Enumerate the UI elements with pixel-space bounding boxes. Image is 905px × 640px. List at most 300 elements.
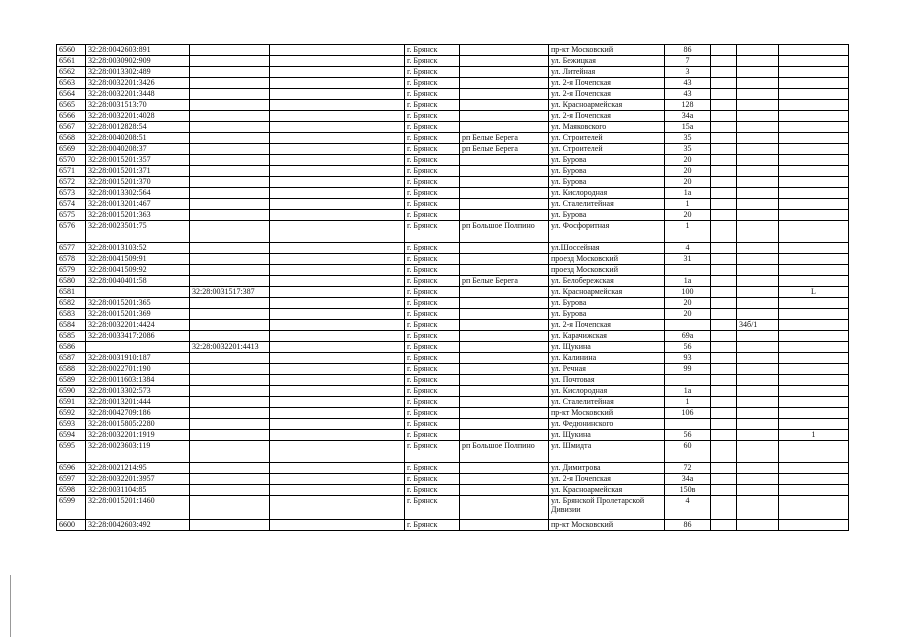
city-cell: г. Брянск [405,276,460,287]
extra-number-cell [737,287,779,298]
house-number-cell: 86 [665,520,711,531]
empty-cell [270,342,405,353]
street-cell: ул. 2-я Почепская [549,89,665,100]
mark-cell [779,364,849,375]
empty-cell [711,210,737,221]
settlement-cell [460,430,549,441]
extra-number-cell [737,397,779,408]
cadastral-number-cell: 32:28:0032201:1919 [86,430,190,441]
empty-cell [270,364,405,375]
house-number-cell: 3 [665,67,711,78]
settlement-cell [460,67,549,78]
record-number-cell: 6591 [57,397,86,408]
cadastral-number-cell: 32:28:0011603:1384 [86,375,190,386]
empty-cell [270,320,405,331]
parent-cadastral-number-cell [190,67,270,78]
street-cell: ул. Кислородная [549,386,665,397]
street-cell: ул. 2-я Почепская [549,320,665,331]
city-cell: г. Брянск [405,133,460,144]
table-row [57,177,849,188]
street-cell: ул. Федюнинского [549,419,665,430]
empty-cell [270,441,405,463]
empty-cell [270,474,405,485]
table-row [57,188,849,199]
settlement-cell [460,353,549,364]
cadastral-number-cell: 32:28:0015201:371 [86,166,190,177]
city-cell: г. Брянск [405,78,460,89]
parent-cadastral-number-cell [190,199,270,210]
city-cell: г. Брянск [405,89,460,100]
house-number-cell [665,320,711,331]
empty-cell [270,133,405,144]
table-row [57,56,849,67]
record-number-cell: 6583 [57,309,86,320]
street-cell: ул. 2-я Почепская [549,78,665,89]
parent-cadastral-number-cell [190,520,270,531]
house-number-cell: 1а [665,188,711,199]
parent-cadastral-number-cell [190,188,270,199]
extra-number-cell [737,364,779,375]
mark-cell [779,166,849,177]
mark-cell [779,386,849,397]
extra-number-cell [737,166,779,177]
cadastral-number-cell: 32:28:0032201:3448 [86,89,190,100]
parent-cadastral-number-cell [190,133,270,144]
extra-number-cell [737,254,779,265]
extra-number-cell [737,67,779,78]
settlement-cell [460,254,549,265]
table-row [57,221,849,243]
parent-cadastral-number-cell [190,375,270,386]
mark-cell [779,265,849,276]
empty-cell [711,397,737,408]
mark-cell [779,133,849,144]
city-cell: г. Брянск [405,100,460,111]
cadastral-number-cell: 32:28:0015201:365 [86,298,190,309]
city-cell: г. Брянск [405,298,460,309]
parent-cadastral-number-cell: 32:28:0031517:387 [190,287,270,298]
mark-cell [779,408,849,419]
empty-cell [711,276,737,287]
table-row [57,397,849,408]
table-row [57,111,849,122]
cadastral-number-cell: 32:28:0033417:2086 [86,331,190,342]
cadastral-number-cell: 32:28:0015201:369 [86,309,190,320]
cadastral-number-cell: 32:28:0012828:54 [86,122,190,133]
street-cell: ул. Бурова [549,155,665,166]
street-cell: ул. Бежицкая [549,56,665,67]
city-cell: г. Брянск [405,67,460,78]
settlement-cell [460,331,549,342]
record-number-cell: 6577 [57,243,86,254]
empty-cell [711,342,737,353]
empty-cell [270,287,405,298]
record-number-cell: 6594 [57,430,86,441]
parent-cadastral-number-cell [190,111,270,122]
empty-cell [270,254,405,265]
empty-cell [270,166,405,177]
street-cell: ул. Сталелитейная [549,199,665,210]
parent-cadastral-number-cell [190,89,270,100]
record-number-cell: 6579 [57,265,86,276]
table-row [57,166,849,177]
house-number-cell: 31 [665,254,711,265]
extra-number-cell [737,122,779,133]
house-number-cell: 4 [665,496,711,520]
record-number-cell: 6567 [57,122,86,133]
table-row [57,496,849,520]
empty-cell [711,177,737,188]
mark-cell: 1 [779,430,849,441]
parent-cadastral-number-cell [190,221,270,243]
property-register-table [56,44,849,531]
cadastral-number-cell: 32:28:0023501:75 [86,221,190,243]
mark-cell [779,520,849,531]
extra-number-cell [737,177,779,188]
extra-number-cell [737,441,779,463]
street-cell: ул. Калинина [549,353,665,364]
settlement-cell [460,111,549,122]
parent-cadastral-number-cell [190,419,270,430]
empty-cell [711,474,737,485]
empty-cell [711,353,737,364]
settlement-cell: рп Белые Берега [460,144,549,155]
mark-cell [779,89,849,100]
record-number-cell: 6575 [57,210,86,221]
settlement-cell [460,496,549,520]
empty-cell [711,287,737,298]
empty-cell [711,144,737,155]
table-row [57,298,849,309]
cadastral-number-cell: 32:28:0042709:186 [86,408,190,419]
empty-cell [270,78,405,89]
settlement-cell [460,188,549,199]
street-cell: ул. Речная [549,364,665,375]
record-number-cell: 6566 [57,111,86,122]
extra-number-cell [737,56,779,67]
extra-number-cell [737,265,779,276]
settlement-cell: рп Большое Полпино [460,221,549,243]
mark-cell [779,441,849,463]
street-cell: пр-кт Московский [549,45,665,56]
empty-cell [270,56,405,67]
record-number-cell: 6592 [57,408,86,419]
empty-cell [711,386,737,397]
mark-cell [779,122,849,133]
street-cell: ул. Щукина [549,430,665,441]
street-cell: ул. Красноармейская [549,100,665,111]
city-cell: г. Брянск [405,331,460,342]
house-number-cell: 128 [665,100,711,111]
record-number-cell: 6584 [57,320,86,331]
cadastral-number-cell [86,342,190,353]
settlement-cell [460,320,549,331]
record-number-cell: 6589 [57,375,86,386]
empty-cell [270,89,405,100]
cadastral-number-cell: 32:28:0013302:573 [86,386,190,397]
settlement-cell [460,463,549,474]
settlement-cell [460,342,549,353]
empty-cell [711,56,737,67]
city-cell: г. Брянск [405,441,460,463]
street-cell: ул. Белобережская [549,276,665,287]
city-cell: г. Брянск [405,320,460,331]
extra-number-cell [737,111,779,122]
table-row [57,144,849,155]
street-cell: ул. Брянской Пролетарской Дивизии [549,496,665,520]
house-number-cell: 1 [665,199,711,210]
settlement-cell [460,45,549,56]
table-row [57,45,849,56]
extra-number-cell [737,89,779,100]
house-number-cell: 72 [665,463,711,474]
house-number-cell: 34а [665,474,711,485]
record-number-cell: 6581 [57,287,86,298]
table-row [57,276,849,287]
record-number-cell: 6568 [57,133,86,144]
record-number-cell: 6597 [57,474,86,485]
street-cell: ул. Красноармейская [549,287,665,298]
parent-cadastral-number-cell [190,320,270,331]
empty-cell [270,265,405,276]
parent-cadastral-number-cell [190,298,270,309]
parent-cadastral-number-cell [190,441,270,463]
settlement-cell [460,265,549,276]
extra-number-cell [737,133,779,144]
settlement-cell [460,474,549,485]
empty-cell [711,485,737,496]
settlement-cell [460,210,549,221]
street-cell: ул. Кислородная [549,188,665,199]
street-cell: проезд Московский [549,254,665,265]
extra-number-cell [737,188,779,199]
empty-cell [270,45,405,56]
house-number-cell: 106 [665,408,711,419]
extra-number-cell [737,298,779,309]
parent-cadastral-number-cell [190,166,270,177]
parent-cadastral-number-cell [190,122,270,133]
cadastral-number-cell: 32:28:0032201:3957 [86,474,190,485]
table-row [57,342,849,353]
empty-cell [270,463,405,474]
street-cell: пр-кт Московский [549,408,665,419]
extra-number-cell [737,342,779,353]
empty-cell [711,122,737,133]
mark-cell [779,254,849,265]
extra-number-cell [737,155,779,166]
extra-number-cell [737,408,779,419]
mark-cell [779,243,849,254]
settlement-cell [460,520,549,531]
street-cell: ул. 2-я Почепская [549,111,665,122]
mark-cell [779,353,849,364]
mark-cell [779,298,849,309]
extra-number-cell [737,430,779,441]
record-number-cell: 6560 [57,45,86,56]
parent-cadastral-number-cell [190,331,270,342]
house-number-cell: 93 [665,353,711,364]
settlement-cell: рп Белые Берега [460,276,549,287]
table-row [57,353,849,364]
parent-cadastral-number-cell [190,463,270,474]
extra-number-cell [737,221,779,243]
settlement-cell [460,485,549,496]
house-number-cell: 100 [665,287,711,298]
extra-number-cell [737,144,779,155]
parent-cadastral-number-cell [190,45,270,56]
empty-cell [270,100,405,111]
extra-number-cell [737,276,779,287]
parent-cadastral-number-cell [190,408,270,419]
table-row [57,430,849,441]
table-row [57,243,849,254]
house-number-cell: 1а [665,276,711,287]
street-cell: ул. Строителей [549,133,665,144]
city-cell: г. Брянск [405,353,460,364]
record-number-cell: 6578 [57,254,86,265]
empty-cell [270,397,405,408]
street-cell: пр-кт Московский [549,520,665,531]
house-number-cell: 1 [665,221,711,243]
cadastral-number-cell: 32:28:0032201:4028 [86,111,190,122]
empty-cell [270,199,405,210]
extra-number-cell [737,199,779,210]
parent-cadastral-number-cell [190,100,270,111]
city-cell: г. Брянск [405,375,460,386]
parent-cadastral-number-cell [190,155,270,166]
table-row [57,67,849,78]
settlement-cell [460,177,549,188]
parent-cadastral-number-cell [190,254,270,265]
extra-number-cell [737,375,779,386]
empty-cell [711,265,737,276]
settlement-cell [460,243,549,254]
cadastral-number-cell: 32:28:0022701:190 [86,364,190,375]
record-number-cell: 6576 [57,221,86,243]
mark-cell [779,177,849,188]
extra-number-cell [737,78,779,89]
house-number-cell: 43 [665,78,711,89]
settlement-cell [460,122,549,133]
empty-cell [711,221,737,243]
city-cell: г. Брянск [405,111,460,122]
record-number-cell: 6599 [57,496,86,520]
empty-cell [270,243,405,254]
empty-cell [711,298,737,309]
cadastral-number-cell: 32:28:0032201:3426 [86,78,190,89]
empty-cell [711,331,737,342]
record-number-cell: 6585 [57,331,86,342]
house-number-cell: 150в [665,485,711,496]
parent-cadastral-number-cell [190,364,270,375]
street-cell: ул. Литейная [549,67,665,78]
parent-cadastral-number-cell [190,430,270,441]
settlement-cell: рп Белые Берега [460,133,549,144]
cadastral-number-cell: 32:28:0042603:891 [86,45,190,56]
mark-cell [779,320,849,331]
cadastral-number-cell [86,287,190,298]
table-row [57,199,849,210]
record-number-cell: 6590 [57,386,86,397]
mark-cell [779,210,849,221]
empty-cell [270,276,405,287]
table-row [57,133,849,144]
city-cell: г. Брянск [405,309,460,320]
table-row [57,100,849,111]
table-row [57,408,849,419]
settlement-cell [460,397,549,408]
mark-cell [779,56,849,67]
city-cell: г. Брянск [405,397,460,408]
table-row [57,520,849,531]
cadastral-number-cell: 32:28:0041509:91 [86,254,190,265]
empty-cell [711,441,737,463]
table-row [57,210,849,221]
house-number-cell: 35 [665,133,711,144]
cadastral-number-cell: 32:28:0015201:1460 [86,496,190,520]
city-cell: г. Брянск [405,177,460,188]
record-number-cell: 6571 [57,166,86,177]
house-number-cell: 34а [665,111,711,122]
table-row [57,309,849,320]
house-number-cell: 20 [665,166,711,177]
empty-cell [270,309,405,320]
record-number-cell: 6562 [57,67,86,78]
mark-cell [779,397,849,408]
mark-cell [779,463,849,474]
record-number-cell: 6596 [57,463,86,474]
record-number-cell: 6586 [57,342,86,353]
extra-number-cell [737,496,779,520]
settlement-cell [460,166,549,177]
settlement-cell [460,78,549,89]
street-cell: ул. Бурова [549,166,665,177]
city-cell: г. Брянск [405,166,460,177]
empty-cell [270,520,405,531]
extra-number-cell [737,243,779,254]
city-cell: г. Брянск [405,254,460,265]
city-cell: г. Брянск [405,419,460,430]
city-cell: г. Брянск [405,45,460,56]
house-number-cell: 7 [665,56,711,67]
parent-cadastral-number-cell [190,177,270,188]
mark-cell [779,485,849,496]
house-number-cell: 20 [665,177,711,188]
table-row [57,364,849,375]
city-cell: г. Брянск [405,243,460,254]
table-row [57,122,849,133]
empty-cell [711,364,737,375]
house-number-cell: 56 [665,430,711,441]
parent-cadastral-number-cell [190,78,270,89]
record-number-cell: 6580 [57,276,86,287]
settlement-cell [460,309,549,320]
record-number-cell: 6600 [57,520,86,531]
mark-cell [779,309,849,320]
extra-number-cell [737,474,779,485]
mark-cell [779,78,849,89]
extra-number-cell [737,100,779,111]
house-number-cell [665,265,711,276]
settlement-cell [460,89,549,100]
empty-cell [270,496,405,520]
parent-cadastral-number-cell [190,496,270,520]
house-number-cell: 1 [665,397,711,408]
house-number-cell: 1а [665,386,711,397]
table-row [57,485,849,496]
house-number-cell: 4 [665,243,711,254]
street-cell: ул. Щукина [549,342,665,353]
